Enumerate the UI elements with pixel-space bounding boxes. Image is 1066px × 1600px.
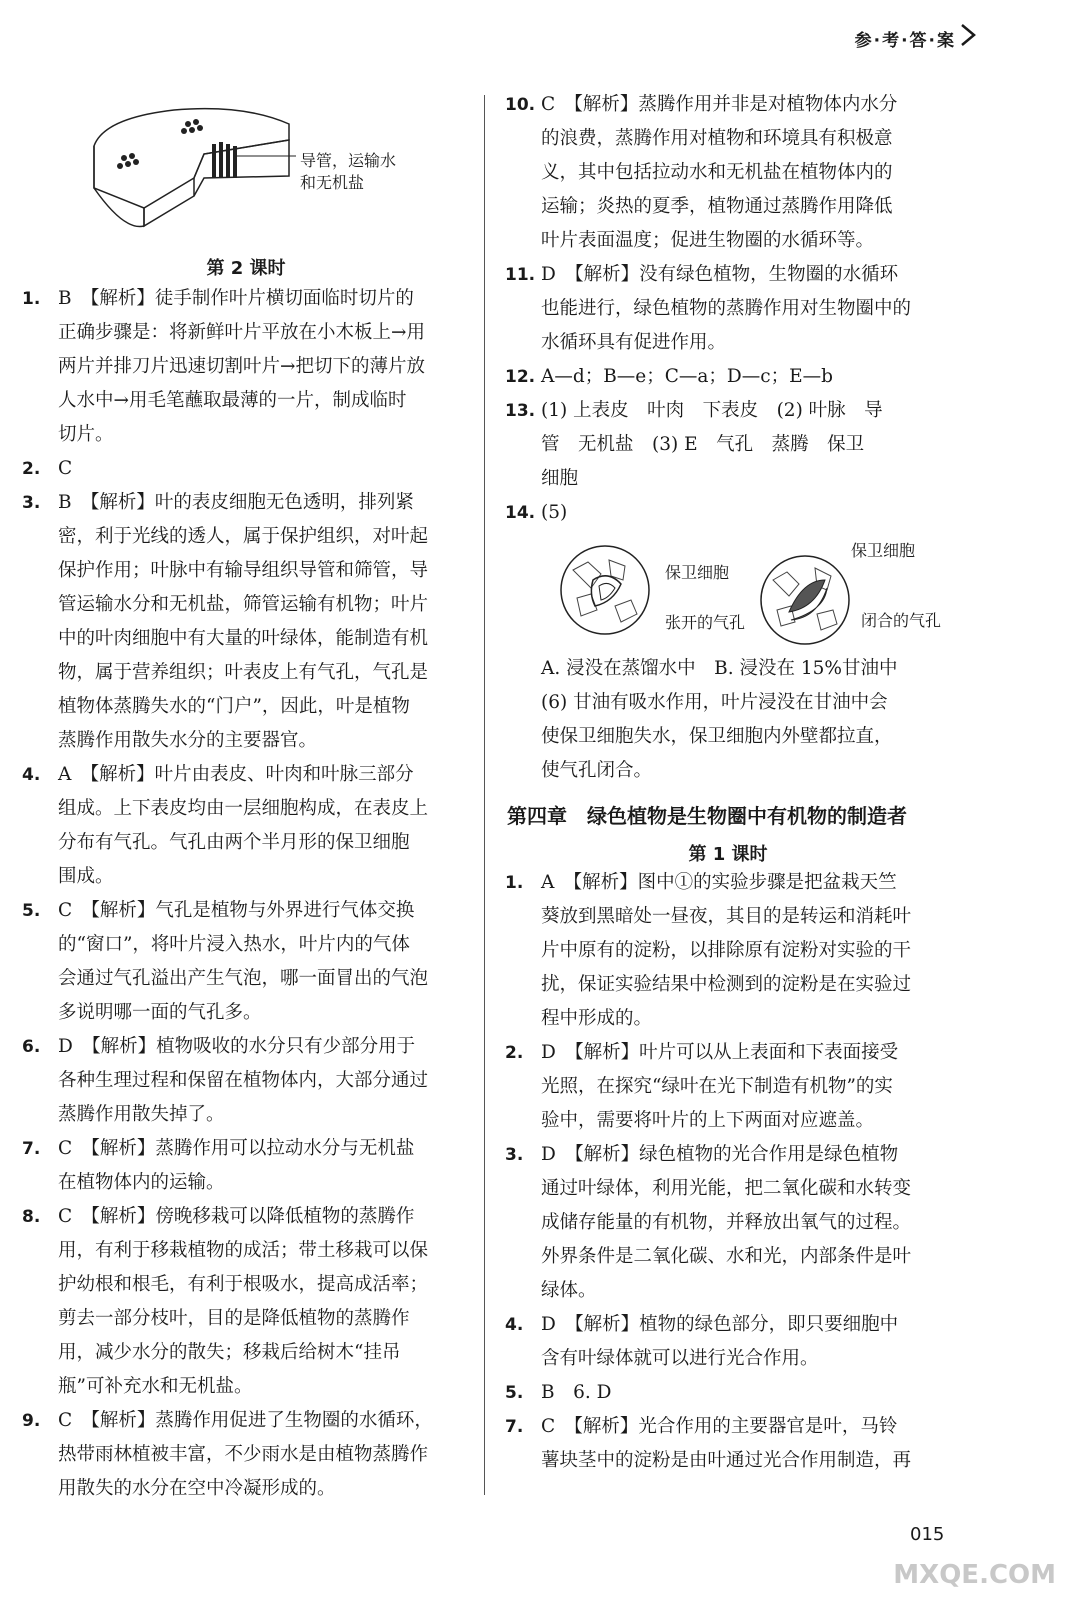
answer-number: 7.: [22, 1139, 41, 1159]
answer-line: 组成。上下表皮均由一层细胞构成，在表皮上: [58, 798, 429, 819]
answer-number: 1.: [505, 873, 524, 893]
answer-number: 1.: [22, 289, 41, 309]
answer-line: 用，减少水分的散失；移栽后给树木“挂吊: [58, 1342, 401, 1363]
answer-line: 瓶”可补充水和无机盐。: [58, 1376, 253, 1397]
answer-line: B 6. D: [541, 1382, 612, 1403]
answer-line: 绿体。: [541, 1280, 597, 1301]
lesson-heading: 第 1 课时: [688, 844, 768, 865]
answer-number: 6.: [22, 1037, 41, 1057]
answer-line: D 【解析】绿色植物的光合作用是绿色植物: [541, 1144, 899, 1165]
answer-line: 扰，保证实验结果中检测到的淀粉是在实验过: [541, 974, 912, 995]
page-number: 015: [910, 1524, 945, 1545]
answer-line: B 【解析】徒手制作叶片横切面临时切片的: [58, 288, 414, 309]
answer-number: 3.: [22, 493, 41, 513]
answer-line: 细胞: [541, 468, 579, 489]
answer-item: [505, 1376, 951, 1410]
answer-line: 光照，在探究“绿叶在光下制造有机物”的实: [541, 1076, 893, 1097]
answer-line: A 【解析】叶片由表皮、叶肉和叶脉三部分: [58, 764, 414, 785]
answer-line: 管运输水分和无机盐，筛管运输有机物；叶片: [58, 594, 429, 615]
answer-item: [22, 1404, 470, 1506]
answer-number: 8.: [22, 1207, 41, 1227]
answer-number: 9.: [22, 1411, 41, 1431]
answer-line: 蒸腾作用散失水分的主要器官。: [58, 730, 318, 751]
answer-item: [505, 360, 951, 394]
answer-number: 14.: [505, 503, 536, 523]
figure-label-open-stoma: 张开的气孔: [665, 613, 746, 632]
answer-line: 围成。: [58, 866, 114, 887]
answer-line: 的“窗口”，将叶片浸入热水，叶片内的气体: [58, 934, 410, 955]
answer-line: 片中原有的淀粉，以排除原有淀粉对实验的干: [541, 940, 912, 961]
answer-line: D 【解析】叶片可以从上表面和下表面接受: [541, 1042, 899, 1063]
answer-line: 叶片表面温度；促进生物圈的水循环等。: [541, 230, 875, 251]
answer-item: [22, 282, 470, 452]
answer-number: 2.: [22, 459, 41, 479]
answer-line: 热带雨林植被丰富，不少雨水是由植物蒸腾作: [58, 1444, 429, 1465]
answer-line: 保护作用；叶脉中有输导组织导管和筛管，导: [58, 560, 429, 581]
answer-number: 5.: [505, 1383, 524, 1403]
answer-line: 义，其中包括拉动水和无机盐在植物体内的: [541, 162, 893, 183]
answer-number: 4.: [22, 765, 41, 785]
answer-line: 人水中→用毛笔蘸取最薄的一片，制成临时: [58, 390, 407, 411]
answer-item: [22, 486, 470, 758]
answer-line: 用，有利于移栽植物的成活；带土移栽可以保: [58, 1240, 429, 1261]
answer-item: [505, 1036, 951, 1138]
column-divider: [484, 95, 485, 1495]
answer-item: [505, 1308, 951, 1376]
answer-line: 护幼根和根毛，有利于根吸水，提高成活率；: [58, 1274, 429, 1295]
page-header: 参·考·答·案: [854, 31, 956, 51]
answer-line: 各种生理过程和保留在植物体内，大部分通过: [58, 1070, 429, 1091]
answer-line: 正确步骤是：将新鲜叶片平放在小木板上→用: [58, 322, 426, 343]
answer-number: 3.: [505, 1145, 524, 1165]
answer-line: C: [58, 458, 73, 479]
answer-line: 管 无机盐 (3) E 气孔 蒸腾 保卫: [541, 434, 865, 455]
answer-item: [505, 88, 951, 258]
answer-item: [22, 894, 470, 1030]
answer-line: 葵放到黑暗处一昼夜，其目的是转运和消耗叶: [541, 906, 912, 927]
answer-item: [22, 1200, 470, 1404]
answer-number: 5.: [22, 901, 41, 921]
answer-number: 13.: [505, 401, 536, 421]
watermark: MXQE.COM: [893, 1560, 1056, 1590]
answer-line: 外界条件是二氧化碳、水和光，内部条件是叶: [541, 1246, 912, 1267]
answer-line: 在植物体内的运输。: [58, 1172, 225, 1193]
answer-line: 会通过气孔溢出产生气泡，哪一面冒出的气泡: [58, 968, 429, 989]
q14-continuation: A. 浸没在蒸馏水中 B. 浸没在 15%甘油中 (6) 甘油有吸水作用，叶片浸没在甘油中会 使保卫细胞失水，保卫细胞内外壁都拉直， 使气孔闭合。: [541, 658, 898, 781]
figure-label-closed-stoma: 闭合的气孔: [861, 611, 942, 630]
answer-line: 切片。: [58, 424, 114, 445]
answer-line: 用散失的水分在空中冷凝形成的。: [58, 1478, 336, 1499]
answer-line: 多说明哪一面的气孔多。: [58, 1002, 262, 1023]
answer-line: C 【解析】蒸腾作用促进了生物圈的水循环，: [58, 1410, 433, 1431]
answer-line: 运输；炎热的夏季，植物通过蒸腾作用降低: [541, 196, 893, 217]
answer-item: [22, 1132, 470, 1200]
answer-line: D 【解析】植物吸收的水分只有少部分用于: [58, 1036, 416, 1057]
answer-line: 验中，需要将叶片的上下两面对应遮盖。: [541, 1110, 875, 1131]
answer-line: 物，属于营养组织；叶表皮上有气孔，气孔是: [58, 662, 429, 683]
answer-line: C 【解析】傍晚移栽可以降低植物的蒸腾作: [58, 1206, 415, 1227]
answer-number: 2.: [505, 1043, 524, 1063]
leaf-cross-section-figure: [84, 96, 304, 236]
answer-line: 程中形成的。: [541, 1008, 653, 1029]
answer-item: [22, 452, 470, 486]
answer-number: 7.: [505, 1417, 524, 1437]
figure-label-guard-cell-a: 保卫细胞: [665, 563, 730, 582]
answer-item: [505, 866, 951, 1036]
answer-line: 的浪费，蒸腾作用对植物和环境具有积极意: [541, 128, 893, 149]
answer-line: (5): [541, 502, 568, 523]
answer-line: C 【解析】光合作用的主要器官是叶，马铃: [541, 1416, 898, 1437]
answer-line: 植物体蒸腾失水的“门户”，因此，叶是植物: [58, 696, 410, 717]
answer-item: [505, 1138, 951, 1308]
answer-item: [505, 258, 951, 360]
answer-line: 通过叶绿体，利用光能，把二氧化碳和水转变: [541, 1178, 912, 1199]
answer-number: 12.: [505, 367, 536, 387]
answer-line: C 【解析】蒸腾作用并非是对植物体内水分: [541, 94, 898, 115]
answer-number: 4.: [505, 1315, 524, 1335]
answer-line: D 【解析】植物的绿色部分，即只要细胞中: [541, 1314, 899, 1335]
answer-number: 10.: [505, 95, 536, 115]
answer-item: [505, 394, 951, 496]
chevron-right-icon: [958, 22, 978, 48]
answer-line: A 【解析】图中①的实验步骤是把盆栽天竺: [541, 872, 897, 893]
answer-line: 剪去一部分枝叶，目的是降低植物的蒸腾作: [58, 1308, 410, 1329]
answer-line: 蒸腾作用散失掉了。: [58, 1104, 225, 1125]
answer-line: C 【解析】气孔是植物与外界进行气体交换: [58, 900, 415, 921]
figure-label-guard-cell-b: 保卫细胞: [851, 541, 916, 560]
answer-line: 分布有气孔。气孔由两个半月形的保卫细胞: [58, 832, 410, 853]
answer-line: 成储存能量的有机物，并释放出氧气的过程。: [541, 1212, 912, 1233]
answer-line: 密，利于光线的透人，属于保护组织，对叶起: [58, 526, 429, 547]
answer-number: 11.: [505, 265, 536, 285]
stoma-closed-figure: [755, 550, 855, 650]
answer-item: [22, 758, 470, 894]
chapter-heading: 第四章 绿色植物是生物圈中有机物的制造者: [507, 804, 907, 828]
answer-line: A—d；B—e；C—a；D—c；E—b: [541, 366, 833, 387]
answer-line: 水循环具有促进作用。: [541, 332, 727, 353]
answer-line: B 【解析】叶的表皮细胞无色透明，排列紧: [58, 492, 414, 513]
answer-line: D 【解析】没有绿色植物，生物圈的水循环: [541, 264, 899, 285]
answer-item: [505, 496, 951, 530]
answer-item: [22, 1030, 470, 1132]
answer-line: (1) 上表皮 叶肉 下表皮 (2) 叶脉 导: [541, 400, 883, 421]
figure-label-vessel: 导管，运输水 和无机盐: [300, 151, 397, 192]
answer-line: 含有叶绿体就可以进行光合作用。: [541, 1348, 819, 1369]
answer-item: [505, 1410, 951, 1478]
answer-line: 也能进行，绿色植物的蒸腾作用对生物圈中的: [541, 298, 912, 319]
answer-line: 两片并排刀片迅速切割叶片→把切下的薄片放: [58, 356, 426, 377]
answer-line: 薯块茎中的淀粉是由叶通过光合作用制造，再: [541, 1450, 912, 1471]
answer-line: 中的叶肉细胞中有大量的叶绿体，能制造有机: [58, 628, 429, 649]
answer-line: C 【解析】蒸腾作用可以拉动水分与无机盐: [58, 1138, 415, 1159]
lesson-heading: 第 2 课时: [206, 258, 286, 279]
